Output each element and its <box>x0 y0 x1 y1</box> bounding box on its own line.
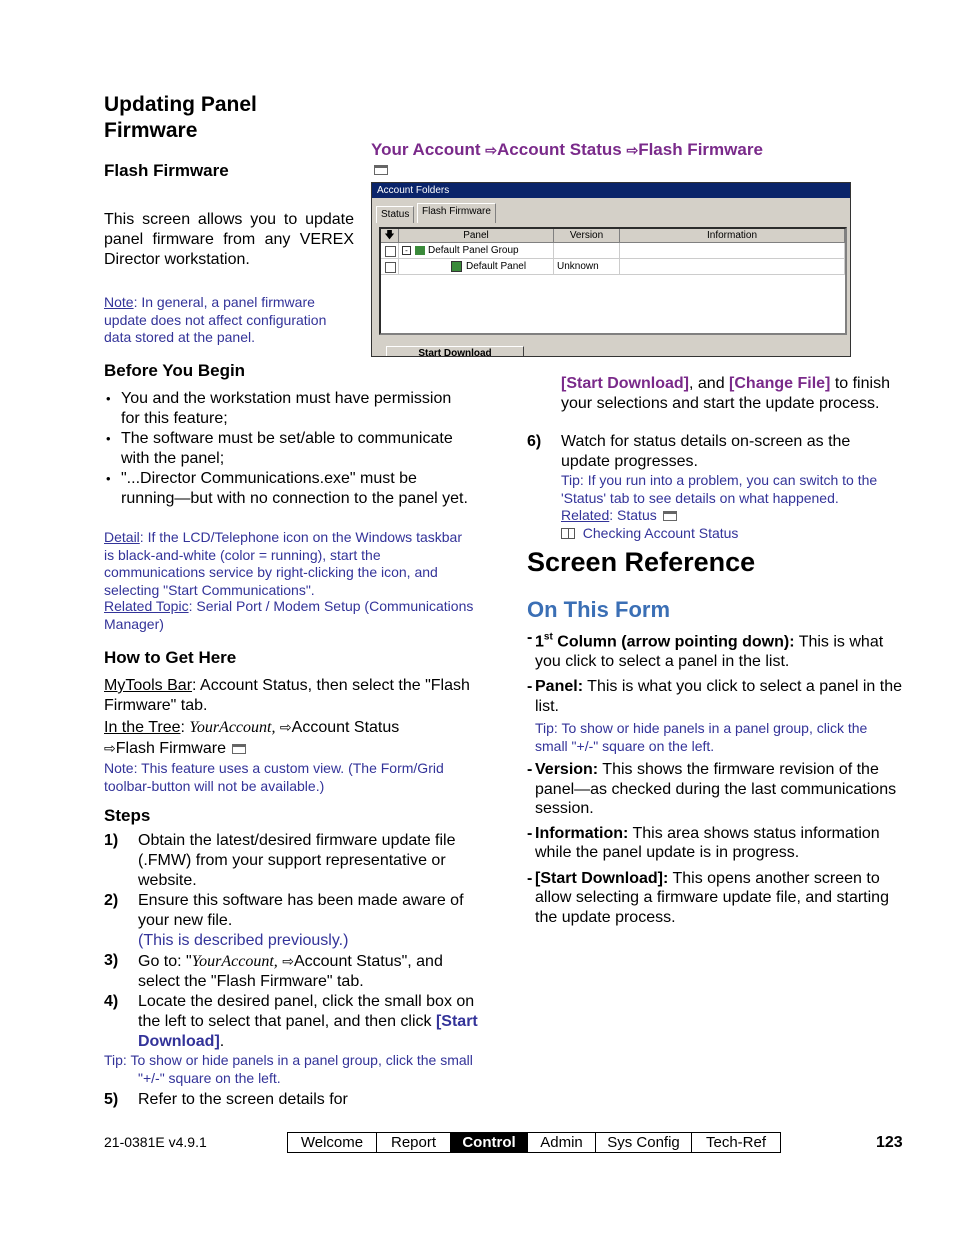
arrow-right-icon: ⇨ <box>485 142 498 158</box>
cont-mid: , and <box>689 375 730 392</box>
column-header-information[interactable]: Information <box>620 229 845 243</box>
tab-status[interactable]: Status <box>376 206 414 223</box>
start-download-ref: [Start Download] <box>138 1013 478 1050</box>
step-account: YourAccount, <box>191 953 278 970</box>
detail-text: : If the LCD/Telephone icon on the Windows taskbar is black-and-white (color = running), start the communications service by right-clicking the icon, and selecting "Start Communications". <box>104 529 462 598</box>
related-topic-note <box>104 598 474 633</box>
note-label: Note <box>104 294 134 310</box>
ref-label: 1 <box>535 633 544 651</box>
page-number: 123 <box>876 1134 903 1151</box>
step-6-tip: Tip: If you run into a problem, you can switch to the 'Status' tab to see details on what happened. <box>561 472 878 506</box>
ref-text: This is what you click to select a panel in the list. <box>535 633 884 670</box>
nav-sys-config[interactable]: Sys Config <box>596 1133 692 1152</box>
how-heading: How to Get Here <box>104 648 237 667</box>
nav-control[interactable]: Control <box>451 1133 528 1152</box>
detail-link[interactable]: Detail <box>104 529 140 545</box>
cell-version: Unknown <box>554 259 620 275</box>
dash: - <box>527 678 533 696</box>
tree-colon: : <box>180 719 190 736</box>
steps-heading: Steps <box>104 806 151 825</box>
step-text: . <box>219 1033 225 1050</box>
breadcrumb <box>371 140 763 160</box>
column-header-panel[interactable]: Panel <box>399 229 554 243</box>
change-file-ref: [Change File] <box>729 375 831 392</box>
arrow-right-icon: ⇨ <box>626 142 639 158</box>
step-6-line <box>527 432 897 472</box>
expand-toggle-icon[interactable]: - <box>402 246 411 255</box>
tree-status: Account Status <box>291 719 400 736</box>
arrow-right-icon: ⇨ <box>282 953 294 969</box>
step-number: 3) <box>104 952 119 969</box>
ref-item-first-column <box>527 628 902 671</box>
cell-version <box>554 243 620 259</box>
panel-name: Default Panel <box>466 261 527 272</box>
list-item: • You and the workstation must have permission for this feature; <box>104 389 474 429</box>
nav-tech-ref[interactable]: Tech-Ref <box>705 1134 767 1151</box>
mytools-link[interactable]: MyTools Bar <box>104 677 193 694</box>
breadcrumb-account[interactable]: Your Account <box>371 140 481 159</box>
step-2 <box>104 891 479 931</box>
section-subtitle: Flash Firmware <box>104 161 229 180</box>
breadcrumb-status[interactable]: Account Status <box>497 140 622 159</box>
reference-list <box>527 628 902 927</box>
ref-label: Panel: <box>535 678 584 696</box>
nav-admin[interactable]: Admin <box>528 1133 596 1152</box>
step-text: Account Status", and select the "Flash Firmware" tab. <box>138 953 443 990</box>
table-row[interactable] <box>399 259 554 275</box>
related-topic-link[interactable]: Related Topic <box>104 598 189 614</box>
step-text: Locate the desired panel, click the small box on the left to select that panel, and then click <box>138 993 475 1030</box>
ref-label: [Start Download]: <box>535 869 669 887</box>
step-text: Watch for status details on-screen as the update progresses. <box>561 433 851 470</box>
panel-grid <box>379 227 847 335</box>
nav-welcome[interactable]: Welcome <box>288 1133 377 1152</box>
cont-text: to finish your selections and start the update process. <box>561 375 890 412</box>
step-text: Obtain the latest/desired firmware update file (.FMW) from your support representative or website. <box>138 832 456 889</box>
folder-icon <box>232 744 246 754</box>
step-6 <box>527 432 897 542</box>
ref-item-information <box>527 824 902 863</box>
checking-link[interactable]: Checking Account Status <box>582 524 739 541</box>
dash: - <box>527 629 533 646</box>
how-note: Note: This feature uses a custom view. (The Form/Grid toolbar-button will not be available.) <box>104 760 444 794</box>
related-line <box>527 507 897 525</box>
cell-information <box>620 259 845 275</box>
arrow-right-icon: ⇨ <box>104 740 116 756</box>
list-item: • "...Director Communications.exe" must be running—but with no connection to the panel yet. <box>104 469 474 509</box>
arrow-right-icon: ⇨ <box>279 719 292 735</box>
step-4-tip: Tip: To show or hide panels in a panel group, click the small "+/-" square on the left. <box>104 1052 473 1086</box>
panel-icon <box>451 261 462 272</box>
tree-account: YourAccount, <box>189 719 276 736</box>
related-link[interactable]: Related <box>561 507 610 523</box>
intro-note <box>104 294 354 347</box>
step-number: 1) <box>104 832 119 849</box>
intro-text: This screen allows you to update panel firmware from any VEREX Director workstation. <box>104 211 354 268</box>
ref-item-version <box>527 760 902 819</box>
tab-flash-firmware[interactable]: Flash Firmware <box>417 203 496 223</box>
related-topic-text: : Serial Port / Modem Setup (Communications Manager) <box>104 598 474 632</box>
step-3 <box>104 951 479 992</box>
page-title: Updating Panel Firmware <box>104 93 257 142</box>
footer-nav <box>287 1132 781 1153</box>
ref-item-panel <box>527 677 902 716</box>
screen-reference-heading: Screen Reference <box>527 547 756 577</box>
before-list <box>104 389 474 509</box>
on-this-form-heading: On This Form <box>527 597 670 622</box>
dash: - <box>527 824 533 842</box>
doc-id: 21-0381E v4.9.1 <box>104 1134 207 1150</box>
tree-line <box>104 717 476 759</box>
step-text: Ensure this software has been made aware of your new file. <box>138 892 464 929</box>
ref-item-start-download <box>527 869 902 928</box>
row-select-box[interactable] <box>381 243 399 259</box>
ref-label: Version: <box>535 761 599 779</box>
list-item: • The software must be set/able to communicate with the panel; <box>104 429 474 469</box>
folder-icon <box>374 165 388 175</box>
tree-link[interactable]: In the Tree <box>104 719 181 736</box>
mytools-text: : Account Status, then select the "Flash Firmware" tab. <box>104 677 470 714</box>
start-download-button[interactable] <box>386 346 524 357</box>
arrow-down-icon: 🡇 <box>384 230 395 241</box>
ref-text: This is what you click to select a panel in the list. <box>535 678 902 715</box>
mytools-line <box>104 676 476 716</box>
ref-panel-tip: Tip: To show or hide panels in a panel group, click the small "+/-" square on the left. <box>535 720 868 754</box>
panel-group-icon <box>415 246 425 255</box>
step-text: Refer to the screen details for <box>138 1091 348 1108</box>
checking-line[interactable] <box>527 525 897 543</box>
detail-note <box>104 529 474 599</box>
step-number: 4) <box>104 993 119 1010</box>
step-number: 6) <box>527 433 542 450</box>
checkbox-icon <box>385 246 396 257</box>
folder-icon <box>663 511 677 521</box>
row-select-box[interactable] <box>381 259 399 275</box>
ref-text: This area shows status information while the panel update is in progress. <box>535 824 880 862</box>
before-heading: Before You Begin <box>104 361 246 380</box>
column-header-version[interactable]: Version <box>554 229 620 243</box>
related-text: : Status <box>609 507 657 523</box>
ref-text: This opens another screen to allow selecting a firmware update file, and starting the update process. <box>535 869 889 926</box>
step-text: Go to: " <box>138 953 192 970</box>
dash: - <box>527 869 533 887</box>
ref-label: Information: <box>535 824 629 842</box>
ref-text: This shows the firmware revision of the panel—as checked during the last communications session. <box>535 761 897 818</box>
breadcrumb-flash[interactable]: Flash Firmware <box>638 140 763 159</box>
steps-list <box>104 831 479 1110</box>
continued-text <box>561 374 891 414</box>
screenshot-window <box>371 182 851 357</box>
button-label: Start Download <box>418 348 492 357</box>
start-download-ref: [Start Download] <box>561 375 689 392</box>
step-number: 5) <box>104 1091 119 1108</box>
checkbox-icon <box>385 262 396 273</box>
step-4 <box>104 992 479 1052</box>
ref-label: Column (arrow pointing down): <box>552 633 795 651</box>
table-row[interactable] <box>399 243 554 259</box>
cell-information <box>620 243 845 259</box>
dash: - <box>527 761 533 779</box>
select-column-header[interactable] <box>381 229 399 243</box>
note-text: : In general, a panel firmware update does not affect configuration data stored at the panel. <box>104 294 327 345</box>
window-title: Account Folders <box>372 183 850 198</box>
panel-name: Default Panel Group <box>428 245 519 256</box>
step-number: 2) <box>104 892 119 909</box>
nav-report[interactable]: Report <box>377 1133 451 1152</box>
ref-sup: st <box>543 632 553 643</box>
step-2-note: (This is described previously.) <box>138 932 349 949</box>
tree-flash: Flash Firmware <box>115 740 226 757</box>
book-icon <box>561 528 575 539</box>
step-5 <box>104 1090 479 1110</box>
step-1 <box>104 831 479 891</box>
